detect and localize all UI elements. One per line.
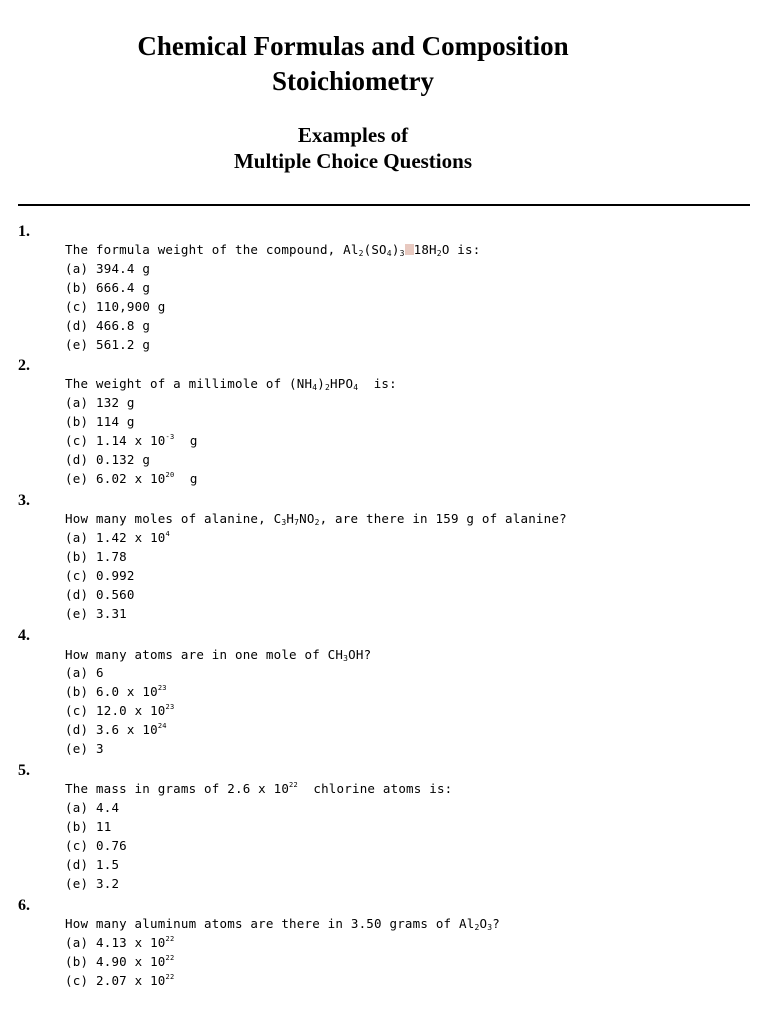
answer-option: (e) 3.31 [65,606,127,621]
question-stem: How many aluminum atoms are there in 3.50 grams of $Al_2O_3$? [65,916,500,932]
answer-option: (e) 6.02 x $10^{20}$ g [65,471,198,486]
page-subtitle-line2: Multiple Choice Questions [233,149,472,173]
answer-option: (b) 11 [65,819,112,834]
question-stem: The mass in grams of 2.6 x $10^{22}$ chlorine atoms is: [65,781,453,796]
question-number: 5. [18,762,30,779]
question-stem: The weight of a millimole of $(NH_4)_2HPO_4$ is: [65,376,397,392]
answer-option: (a) 6 [65,665,104,680]
answer-option: (e) 3.2 [65,876,120,891]
answer-option: (d) 466.8 g [65,318,151,333]
header-divider [18,204,750,206]
answer-option: (b) 114 g [65,414,135,429]
answer-option: (a) 4.13 x $10^{22}$ [65,935,175,950]
question-number: 1. [18,223,30,240]
question-stem: How many moles of alanine, $C_3H_7NO_2$, are there in 159 g of alanine? [65,511,567,527]
answer-option: (d) 0.132 g [65,452,151,467]
question-number: 2. [18,357,30,374]
page-title-line1: Chemical Formulas and Composition [137,31,569,61]
answer-option: (e) 561.2 g [65,337,151,352]
answer-option: (e) 3 [65,741,104,756]
question-stem: How many atoms are in one mole of $CH_3OH$? [65,647,372,663]
answer-option: (b) 1.78 [65,549,127,564]
answer-option: (c) 0.992 [65,568,135,583]
highlight-mark [405,244,414,255]
answer-option: (a) 132 g [65,395,135,410]
answer-option: (c) 0.76 [65,838,127,853]
question-number: 3. [18,492,30,509]
answer-option: (d) 1.5 [65,857,120,872]
answer-option: (a) 1.42 x $10^4$ [65,530,170,545]
question-number: 4. [18,627,30,644]
answer-option: (c) 110,900 g [65,299,166,314]
answer-option: (c) 12.0 x $10^{23}$ [65,703,175,718]
page-subtitle-line1: Examples of [297,123,409,147]
answer-option: (a) 4.4 [65,800,120,815]
answer-option: (d) 0.560 [65,587,135,602]
question-stem: The formula weight of the compound, $Al_2(SO_4)_3$ $18H_2O$ is: [65,242,481,258]
answer-option: (b) 4.90 x $10^{22}$ [65,954,175,969]
page-title-line2: Stoichiometry [272,66,434,96]
answer-option: (b) 666.4 g [65,280,151,295]
answer-option: (d) 3.6 x $10^{24}$ [65,722,167,737]
answer-option: (a) 394.4 g [65,261,151,276]
question-number: 6. [18,897,30,914]
answer-option: (b) 6.0 x $10^{23}$ [65,684,167,699]
answer-option: (c) 2.07 x $10^{22}$ [65,973,175,988]
answer-option: (c) 1.14 x $10^{-3}$ g [65,433,198,448]
